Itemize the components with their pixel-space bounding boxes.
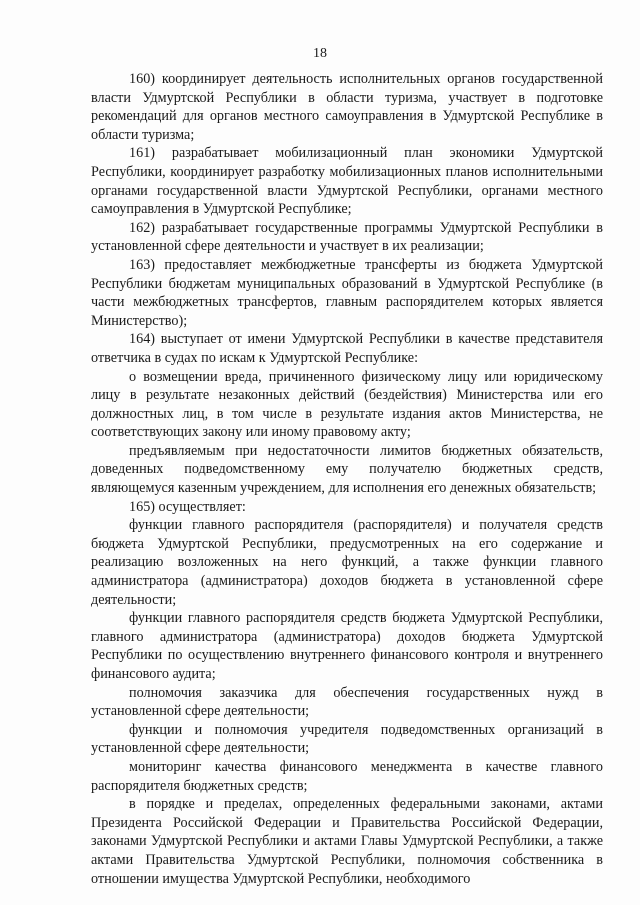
paragraph-162: 162) разрабатывает государственные программы Удмуртской Республики в установленной сфере деятельности и участвует в их реализации; bbox=[91, 219, 603, 255]
paragraph-165-founder: функции и полномочия учредителя подведомственных организаций в установленной сфере деятельности; bbox=[91, 721, 603, 757]
paragraph-165-customer: полномочия заказчика для обеспечения государственных нужд в установленной сфере деятельности; bbox=[91, 684, 603, 720]
paragraph-164-damages: о возмещении вреда, причиненного физическому лицу или юридическому лицу в результате незаконных действий (бездействия) Министерства или его должностных лиц, в том числе в результате издания актов Министерства, не соответствующих закону или иному правовому акту; bbox=[91, 368, 603, 441]
paragraph-164: 164) выступает от имени Удмуртской Республики в качестве представителя ответчика в судах по искам к Удмуртской Республике: bbox=[91, 331, 603, 366]
paragraph-165-financial-control: функции главного распорядителя средств бюджета Удмуртской Республики, главного администратора (администратора) доходов бюджета Удмуртской Республики по осуществлению внутреннего финансового контроля и внутреннего финансового аудита; bbox=[91, 610, 603, 682]
paragraph-161: 161) разрабатывает мобилизационный план экономики Удмуртской Республики, координирует разработку мобилизационных планов исполнительными органами государственной власти Удмуртской Республики, органами местного самоуправления в Удмуртской Республике; bbox=[91, 145, 603, 218]
paragraph-163: 163) предоставляет межбюджетные трансферты из бюджета Удмуртской Республики бюджетам муниципальных образований в Удмуртской Республике (в части межбюджетных трансфертов, главным распорядителем которых является Министерство); bbox=[91, 256, 603, 329]
document-body bbox=[91, 70, 603, 888]
paragraph-165: 165) осуществляет: bbox=[129, 498, 246, 515]
paragraph-165-monitoring: мониторинг качества финансового менеджмента в качестве главного распорядителя бюджетных средств; bbox=[91, 758, 603, 794]
paragraph-160: 160) координирует деятельность исполнительных органов государственной власти Удмуртской Республики в области туризма, участвует в подготовке рекомендаций для органов местного самоуправления в Удмуртской Республике в области туризма; bbox=[91, 71, 603, 143]
paragraph-165-property: в порядке и пределах, определенных федеральными законами, актами Президента Российской Федерации и Правительства Российской Федерации, законами Удмуртской Республики и актами Главы Удмуртской Республики, а также актами Правительства Удмуртской Республики, полномочия собственника в отношении имущества Удмуртской Республики, необходимого bbox=[91, 796, 603, 887]
paragraph-164-limits: предъявляемым при недостаточности лимитов бюджетных обязательств, доведенных подведомственному ему получателю бюджетных средств, являющемуся казенным учреждением, для исполнения его денежных обязательств; bbox=[91, 442, 603, 497]
paragraph-165-chief-manager: функции главного распорядителя (распорядителя) и получателя средств бюджета Удмуртской Республики, предусмотренных на его содержание и реализацию возложенных на него функций, а также функции главного администратора (администратора) доходов бюджета в установленной сфере деятельности; bbox=[91, 517, 603, 608]
page-number: 18 bbox=[313, 46, 327, 61]
